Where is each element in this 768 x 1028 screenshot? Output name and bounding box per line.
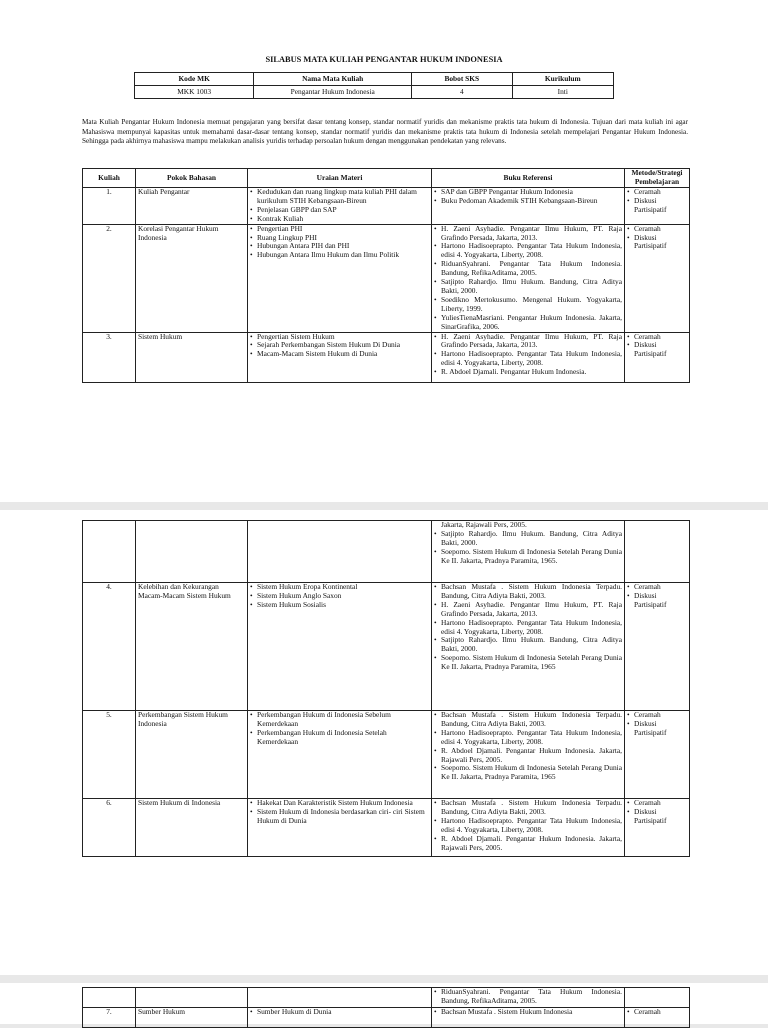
materi-list (248, 332, 432, 382)
reference-item: • Hartono Hadisoeprapto. Pengantar Tata Hukum Indonesia, edisi 4. Yogyakarta, Liberty, 2008. (441, 729, 622, 747)
header-nama-mk: Nama Mata Kuliah (254, 73, 412, 86)
method-item: • Ceramah (634, 799, 687, 808)
syllabus-table-continued (82, 520, 690, 857)
pokok-bahasan: Sistem Hukum (136, 332, 248, 382)
kuliah-number: 2. (83, 224, 136, 332)
method-item: • Diskusi Partisipatif (634, 720, 687, 738)
reference-item: • YuliesTienaMasriani. Pengantar Hukum Indonesia. Jakarta, SinarGrafika, 2006. (441, 314, 622, 332)
reference-item: • Hartono Hadisoeprapto. Pengantar Tata Hukum Indonesia, edisi 4. Yogyakarta, Liberty, 2008. (441, 619, 622, 637)
reference-item: • Hartono Hadisoeprapto. Pengantar Tata Hukum Indonesia, edisi 4. Yogyakarta, Liberty, 2008. (441, 350, 622, 368)
method-list (625, 332, 690, 382)
header-buku-referensi: Buku Referensi (432, 169, 625, 188)
reference-list (432, 188, 625, 225)
kuliah-number: 3. (83, 332, 136, 382)
reference-item: • Bachsan Mustafa . Sistem Hukum Indonesia Terpadu. Bandung, Citra Adiyta Bakti, 2003. (441, 711, 622, 729)
materi-item: • Hubungan Antara Ilmu Hukum dan Ilmu Politik (257, 251, 429, 260)
method-item: • Diskusi Partisipatif (634, 341, 687, 359)
materi-item: • Hubungan Antara PIH dan PHI (257, 242, 429, 251)
reference-list (432, 332, 625, 382)
reference-item: • RiduanSyahrani. Pengantar Tata Hukum Indonesia. Bandung, RefikaAditama, 2005. (441, 988, 622, 1006)
kuliah-number: 7. (83, 1008, 136, 1028)
pokok-bahasan: Korelasi Pengantar Hukum Indonesia (136, 224, 248, 332)
reference-item: • Soepomo. Sistem Hukum di Indonesia Setelah Perang Dunia Ke II. Jakarta, Pradnya Paramita, 1965 (441, 764, 622, 782)
pokok-bahasan: Kuliah Pengantar (136, 188, 248, 225)
reference-item: • Satjipto Rahardjo. Ilmu Hukum. Bandung, Citra Aditya Bakti, 2000. (441, 636, 622, 654)
value-kurikulum: Inti (512, 86, 613, 99)
method-list (625, 583, 690, 711)
materi-item: • Penjelasan GBPP dan SAP (257, 206, 429, 215)
method-item: • Ceramah (634, 711, 687, 720)
reference-item: • Bachsan Mustafa . Sistem Hukum Indonesia Terpadu. Bandung, Citra Adiyta Bakti, 2003. (441, 583, 622, 601)
reference-item: • H. Zaeni Asyhadie. Pengantar Ilmu Hukum, PT. Raja Grafindo Persada, Jakarta, 2013. (441, 225, 622, 243)
header-bobot-sks: Bobot SKS (412, 73, 513, 86)
reference-item: • Soedikno Mertokusumo. Mengenal Hukum. Yogyakarta, Liberty, 1999. (441, 296, 622, 314)
table-row (83, 1008, 690, 1028)
materi-item: • Hakekat Dan Karakteristik Sistem Hukum Indonesia (257, 799, 429, 808)
pokok-bahasan: Sumber Hukum (136, 1008, 248, 1028)
method-item: • Diskusi Partisipatif (634, 197, 687, 215)
kuliah-number: 4. (83, 583, 136, 711)
materi-list (248, 224, 432, 332)
materi-item: • Pengertian Sistem Hukum (257, 333, 429, 342)
header-kurikulum: Kurikulum (512, 73, 613, 86)
method-list (625, 799, 690, 857)
header-kode-mk: Kode MK (135, 73, 254, 86)
method-list (625, 711, 690, 799)
materi-item: • Sumber Hukum di Dunia (257, 1008, 429, 1017)
method-item: • Diskusi Partisipatif (634, 808, 687, 826)
reference-item: • R. Abdoel Djamali. Pengantar Hukum Indonesia. Jakarta, Rajawali Pers, 2005. (441, 747, 622, 765)
kuliah-number: 1. (83, 188, 136, 225)
table-row (83, 188, 690, 225)
reference-item: • H. Zaeni Asyhadie. Pengantar Ilmu Hukum, PT. Raja Grafindo Persada, Jakarta, 2013. (441, 601, 622, 619)
reference-list (432, 799, 625, 857)
materi-item: • Sistem Hukum Anglo Saxon (257, 592, 429, 601)
reference-item: • Soepomo. Sistem Hukum di Indonesia Setelah Perang Dunia Ke II. Jakarta, Pradnya Paramita, 1965 (441, 654, 622, 672)
materi-item: • Sistem Hukum Eropa Kontinental (257, 583, 429, 592)
method-item: • Ceramah (634, 1008, 687, 1017)
materi-list (248, 583, 432, 711)
reference-item: • Bachsan Mustafa . Sistem Hukum Indonesia (441, 1008, 622, 1017)
table-row (83, 224, 690, 332)
header-kuliah: Kuliah (83, 169, 136, 188)
reference-item: • R. Abdoel Djamali. Pengantar Hukum Indonesia. Jakarta, Rajawali Pers, 2005. (441, 835, 622, 853)
value-bobot-sks: 4 (412, 86, 513, 99)
table-row (83, 711, 690, 799)
continued-reference: Jakarta, Rajawali Pers, 2005. (441, 520, 527, 529)
reference-list (432, 711, 625, 799)
materi-item: • Sistem Hukum Sosialis (257, 601, 429, 610)
reference-list (432, 224, 625, 332)
header-uraian-materi: Uraian Materi (248, 169, 432, 188)
header-pokok-bahasan: Pokok Bahasan (136, 169, 248, 188)
table-row (83, 988, 690, 1008)
method-item: • Ceramah (634, 333, 687, 342)
materi-item: • Ruang Lingkup PHI (257, 234, 429, 243)
syllabus-table (82, 168, 690, 383)
materi-list (248, 711, 432, 799)
table-row (83, 332, 690, 382)
reference-item: • Satjipto Rahardjo. Ilmu Hukum. Bandung, Citra Aditya Bakti, 2000. (441, 278, 622, 296)
method-item: • Ceramah (634, 188, 687, 197)
reference-item: • Hartono Hadisoeprapto. Pengantar Tata Hukum Indonesia, edisi 4. Yogyakarta, Liberty, 2008. (441, 817, 622, 835)
materi-item: • Kedudukan dan ruang lingkup mata kuliah PHI dalam kurikulum STIH Kebangsaan-Bireun (257, 188, 429, 206)
reference-item: • H. Zaeni Asyhadie. Pengantar Ilmu Hukum, PT. Raja Grafindo Persada, Jakarta, 2013. (441, 333, 622, 351)
header-metode: Metode/Strategi Pembelajaran (625, 169, 690, 188)
table-row (83, 799, 690, 857)
course-description: Mata Kuliah Pengantar Hukum Indonesia memuat pengajaran yang bersifat dasar tentang konsep, standar normatif yuridis dan mekanisme praktis tata hukum di Indonesia. Tujuan dari mata kuliah ini agar Mahasiswa mempunyai kapasitas untuk memahami dasar-dasar tentang konsep, standar normatif yuridis dan mekanisme praktis tata hukum di Indonesia setelah mempelajari Pengantar Hukum Indonesia. Sehingga pada akhirnya mahasiswa mampu melakukan analisis yuridis terhadap persoalan hukum dengan menggunakan pendekatan yang relevans. (82, 118, 688, 146)
syllabus-table-continued-2 (82, 987, 690, 1028)
table-row (83, 583, 690, 711)
reference-item: • SAP dan GBPP Pengantar Hukum Indonesia (441, 188, 622, 197)
value-kode-mk: MKK 1003 (135, 86, 254, 99)
document-title: SILABUS MATA KULIAH PENGANTAR HUKUM INDONESIA (265, 55, 503, 64)
kuliah-number: 5. (83, 711, 136, 799)
materi-list (248, 188, 432, 225)
reference-item: • Soepomo. Sistem Hukum di Indonesia Setelah Perang Dunia Ke II. Jakarta, Pradnya Paramita, 1965. (441, 548, 622, 566)
reference-list (432, 521, 625, 583)
materi-item: • Kontrak Kuliah (257, 215, 429, 224)
materi-item: • Sistem Hukum di Indonesia berdasarkan ciri- ciri Sistem Hukum di Dunia (257, 808, 429, 826)
reference-item: • Bachsan Mustafa . Sistem Hukum Indonesia Terpadu. Bandung, Citra Adiyta Bakti, 2003. (441, 799, 622, 817)
materi-list (248, 799, 432, 857)
reference-item: • Satjipto Rahardjo. Ilmu Hukum. Bandung, Citra Aditya Bakti, 2000. (441, 530, 622, 548)
method-item: • Ceramah (634, 583, 687, 592)
table-row (83, 521, 690, 583)
materi-item: • Perkembangan Hukum di Indonesia Setelah Kemerdekaan (257, 729, 429, 747)
reference-list (432, 583, 625, 711)
method-item: • Ceramah (634, 225, 687, 234)
materi-item: • Sejarah Perkembangan Sistem Hukum Di Dunia (257, 341, 429, 350)
method-list (625, 224, 690, 332)
method-item: • Diskusi Partisipatif (634, 234, 687, 252)
method-item: • Diskusi Partisipatif (634, 592, 687, 610)
kuliah-number: 6. (83, 799, 136, 857)
materi-item: • Perkembangan Hukum di Indonesia Sebelum Kemerdekaan (257, 711, 429, 729)
method-list (625, 188, 690, 225)
pokok-bahasan: Kelebihan dan Kekurangan Macam-Macam Sistem Hukum (136, 583, 248, 711)
reference-item: • RiduanSyahrani. Pengantar Tata Hukum Indonesia. Bandung, RefikaAditama, 2005. (441, 260, 622, 278)
reference-item: • Buku Pedoman Akademik STIH Kebangsaan-Bireun (441, 197, 622, 206)
materi-item: • Macam-Macam Sistem Hukum di Dunia (257, 350, 429, 359)
materi-item: • Pengertian PHI (257, 225, 429, 234)
document-page-1 (0, 0, 768, 502)
pokok-bahasan: Sistem Hukum di Indonesia (136, 799, 248, 857)
pokok-bahasan: Perkembangan Sistem Hukum Indonesia (136, 711, 248, 799)
document-page-3 (0, 983, 768, 1024)
reference-item: • R. Abdoel Djamali. Pengantar Hukum Indonesia. (441, 368, 622, 377)
document-page-2 (0, 510, 768, 975)
value-nama-mk: Pengantar Hukum Indonesia (254, 86, 412, 99)
course-info-table (134, 72, 614, 99)
reference-item: • Hartono Hadisoeprapto. Pengantar Tata Hukum Indonesia, edisi 4. Yogyakarta, Liberty, 2008. (441, 242, 622, 260)
